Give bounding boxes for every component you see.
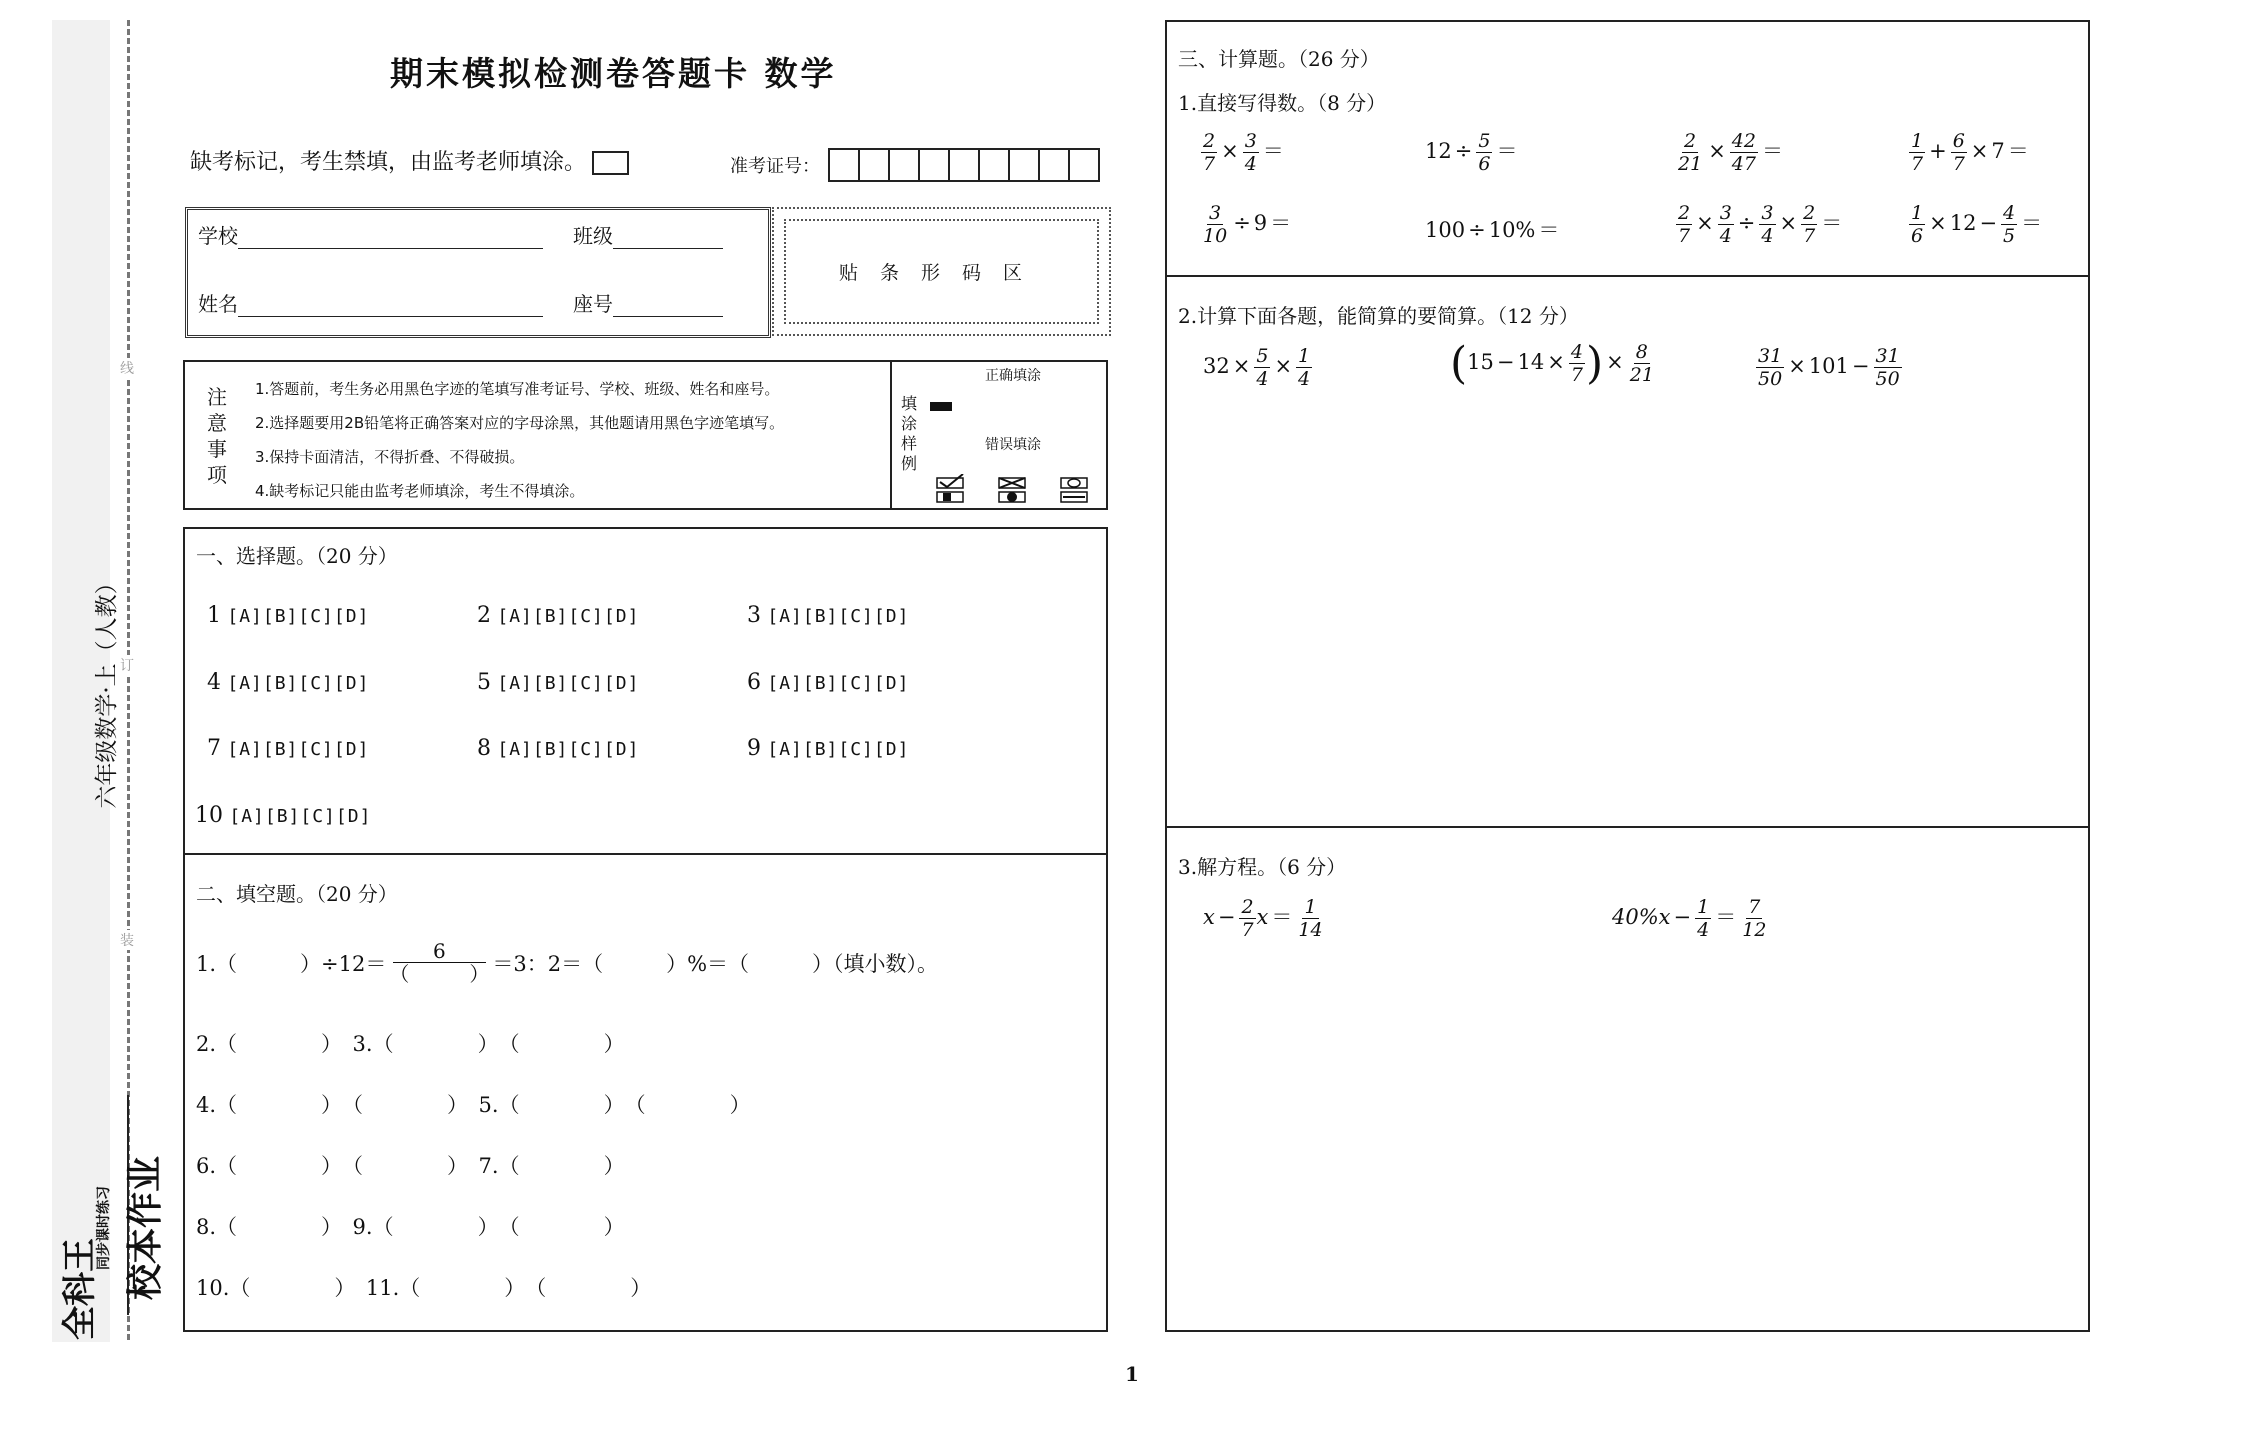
wrong-fill-label: 错误填涂 <box>985 437 1041 453</box>
calc-1-7[interactable]: $\frac{2}{7}$ × $\frac{3}{4}$ ÷ $\frac{3}{4}$ × $\frac{2}{7}$ ＝ <box>1678 202 1843 247</box>
barcode-area <box>772 207 1111 336</box>
equation-2[interactable]: 40%x − $\frac{1}{4}$ ＝ $\frac{7}{12}$ <box>1612 896 1767 941</box>
fill-q4-q5[interactable]: 4.（ ） （ ） 5.（ ） （ ） <box>196 1093 751 1117</box>
exam-id-label: 准考证号： <box>730 156 820 177</box>
side-title-wrap <box>88 540 128 840</box>
calc-sub3-title: 3.解方程。（6 分） <box>1178 855 1347 879</box>
notes-heading: 注意事项 <box>207 385 227 487</box>
calc-2-2[interactable]: (15 − 14 × $\frac{4}{7}$ ) × $\frac{8}{21}$ <box>1450 338 1654 389</box>
calc-1-1[interactable]: $\frac{2}{7}$ × $\frac{3}{4}$ ＝ <box>1203 130 1284 175</box>
correct-fill-sample <box>930 402 952 411</box>
calc-sub1-title: 1.直接写得数。（8 分） <box>1178 91 1387 115</box>
correct-fill-label: 正确填涂 <box>985 368 1041 384</box>
choice-q4[interactable]: 4 [A][B][C][D] <box>207 670 370 695</box>
note-item: 3.保持卡面清洁，不得折叠、不得破损。 <box>255 448 525 466</box>
note-item: 4.缺考标记只能由监考老师填涂，考生不得填涂。 <box>255 482 585 500</box>
seal-char-mount: 装 <box>116 930 138 950</box>
choice-q10[interactable]: 10 [A][B][C][D] <box>195 803 372 828</box>
equation-1[interactable]: x − $\frac{2}{7}$ x ＝ $\frac{1}{14}$ <box>1203 896 1323 941</box>
fill-q10-q11[interactable]: 10.（ ） 11.（ ） （ ） <box>196 1276 652 1300</box>
class-field[interactable]: 班级 <box>573 220 723 249</box>
calc-2-3[interactable]: $\frac{31}{50}$ × 101 − $\frac{31}{50}$ <box>1758 345 1900 390</box>
school-field[interactable]: 学校 <box>198 220 543 249</box>
calc-1-6[interactable]: 100 ÷ 10% ＝ <box>1425 218 1560 242</box>
notes-box <box>183 360 1108 510</box>
calc-divider-1 <box>1165 275 2090 277</box>
brand-school: 校本作业 <box>124 1155 166 1300</box>
calc-1-5[interactable]: $\frac{3}{10}$ ÷ 9 ＝ <box>1203 202 1292 247</box>
calc-sub2-title: 2.计算下面各题，能简算的要简算。（12 分） <box>1178 304 1579 328</box>
fill-q8-q9[interactable]: 8.（ ） 9.（ ） （ ） <box>196 1215 625 1239</box>
note-item: 1.答题前，考生务必用黑色字迹的笔填写准考证号、学校、班级、姓名和座号。 <box>255 380 780 398</box>
side-title: 六年级数学·上（人教） <box>94 571 120 809</box>
seal-char-line: 线 <box>116 358 138 378</box>
section-divider <box>183 853 1108 855</box>
fill-q2-q3[interactable]: 2.（ ） 3.（ ） （ ） <box>196 1032 625 1056</box>
choice-q8[interactable]: 8 [A][B][C][D] <box>477 736 640 761</box>
fill-example-heading: 填涂样例 <box>900 394 917 473</box>
barcode-label: 贴条形码区 <box>784 219 1099 324</box>
section1-title: 一、选择题。（20 分） <box>196 544 398 568</box>
seal-char-bind: 订 <box>116 655 138 675</box>
notes-list <box>255 372 784 508</box>
fill-q1[interactable]: 1.（ ）÷12＝ $\frac{6}{( )}$ ＝3：2＝（ ）%＝（ ）（填小数）。 <box>196 939 939 986</box>
choice-q7[interactable]: 7 [A][B][C][D] <box>207 736 370 761</box>
student-info-box <box>185 207 771 338</box>
section3-title: 三、计算题。（26 分） <box>1178 47 1380 71</box>
exam-id-cells[interactable] <box>830 148 1100 180</box>
calc-1-2[interactable]: 12 ÷ $\frac{5}{6}$ ＝ <box>1425 130 1518 175</box>
calc-2-1[interactable]: 32 × $\frac{5}{4}$ × $\frac{1}{4}$ <box>1203 345 1311 390</box>
section2-title: 二、填空题。（20 分） <box>196 882 398 906</box>
calc-1-8[interactable]: $\frac{1}{6}$ × 12 − $\frac{4}{5}$ ＝ <box>1911 202 2043 247</box>
calc-1-4[interactable]: $\frac{1}{7}$ + $\frac{6}{7}$ × 7 ＝ <box>1911 130 2029 175</box>
choice-q3[interactable]: 3 [A][B][C][D] <box>747 603 910 628</box>
brand-logo <box>52 1095 166 1340</box>
page-number: 1 <box>1125 1362 1139 1386</box>
seat-field[interactable]: 座号 <box>573 288 723 317</box>
absent-mark-box[interactable] <box>592 151 629 175</box>
calc-divider-2 <box>1165 826 2090 828</box>
brand-sub: 同步课时练习 <box>96 1186 112 1270</box>
choice-q5[interactable]: 5 [A][B][C][D] <box>477 670 640 695</box>
choice-q9[interactable]: 9 [A][B][C][D] <box>747 736 910 761</box>
wrong-fill-samples <box>935 474 1105 506</box>
absent-mark-row <box>190 145 629 176</box>
choice-q1[interactable]: 1 [A][B][C][D] <box>207 603 370 628</box>
fill-q6-q7[interactable]: 6.（ ） （ ） 7.（ ） <box>196 1154 625 1178</box>
choice-q2[interactable]: 2 [A][B][C][D] <box>477 603 640 628</box>
brand-name: 全科王 <box>60 1238 100 1340</box>
calc-1-3[interactable]: $\frac{2}{21}$ × $\frac{42}{47}$ ＝ <box>1678 130 1783 175</box>
page-title: 期末模拟检测卷答题卡 数学 <box>390 54 837 93</box>
choice-q6[interactable]: 6 [A][B][C][D] <box>747 670 910 695</box>
absent-note: 缺考标记，考生禁填，由监考老师填涂。 <box>190 150 587 175</box>
name-field[interactable]: 姓名 <box>198 288 543 317</box>
note-item: 2.选择题要用2B铅笔将正确答案对应的字母涂黑，其他题请用黑色字迹笔填写。 <box>255 414 785 432</box>
